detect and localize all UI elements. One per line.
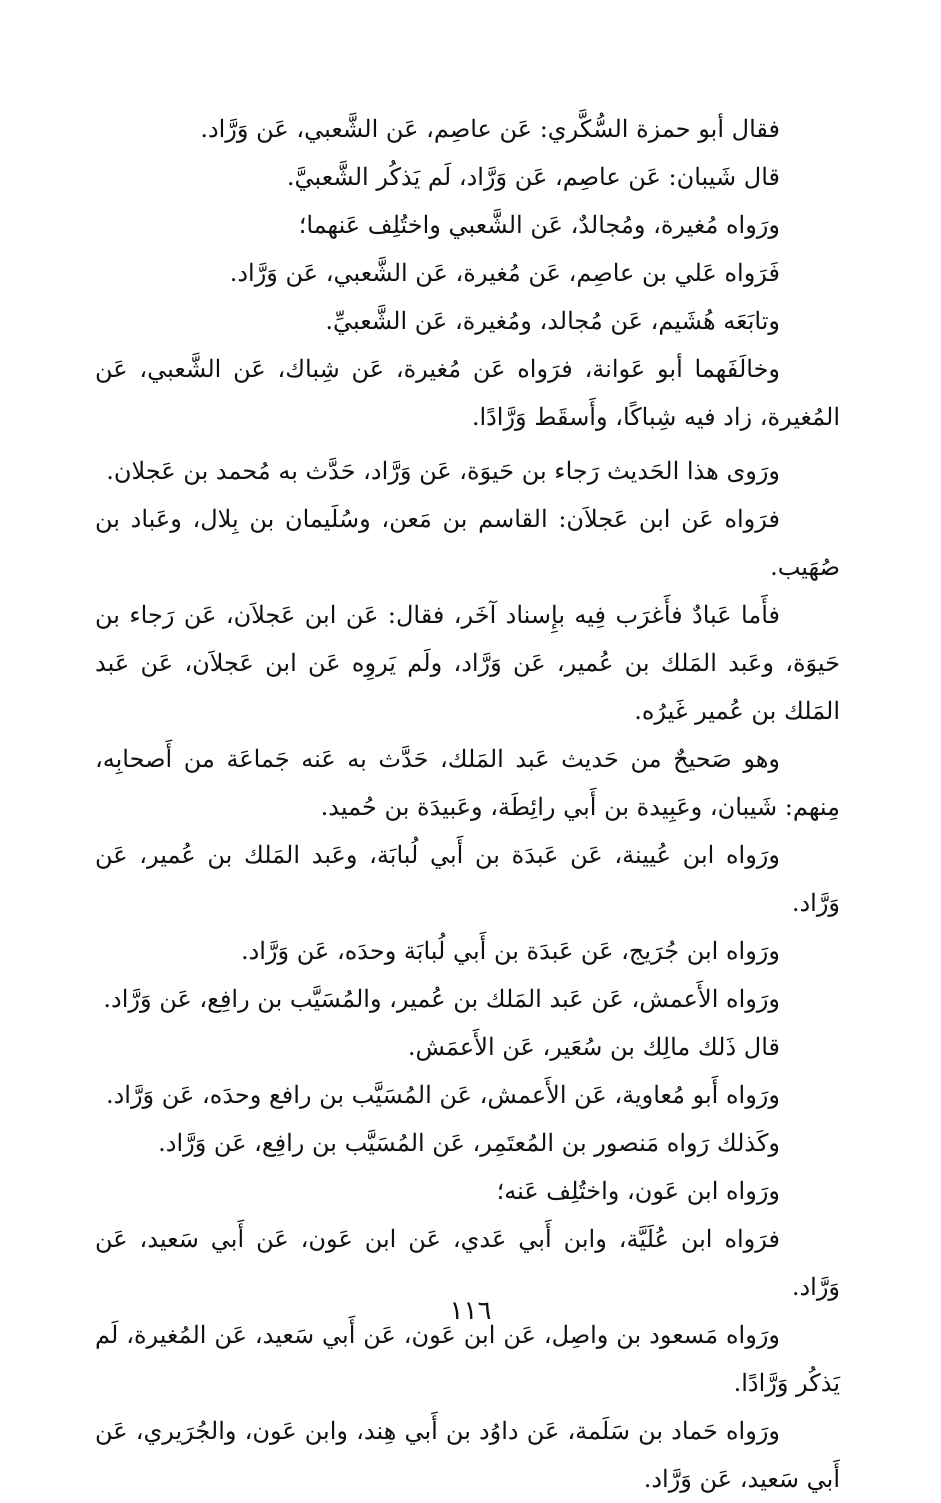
paragraph-10: وهو صَحيحٌ من حَديث عَبد المَلك، حَدَّث به عَنه جَماعَة من أَصحابِه، مِنهم: شَيبان، وعَبِيدة بن أَبي رائِطَة، وعَبيدَة بن حُميد. bbox=[95, 745, 840, 821]
paragraph-4: فَرَواه عَلي بن عاصِم، عَن مُغيرة، عَن الشَّعبي، عَن وَرَّاد. bbox=[229, 259, 780, 287]
page-number: ١١٦ bbox=[449, 1296, 492, 1326]
paragraph-11: ورَواه ابن عُيينة، عَن عَبدَة بن أَبي لُبابَة، وعَبد المَلك بن عُمير، عَن وَرَّاد. bbox=[95, 841, 840, 917]
paragraph-5: وتابَعَه هُشَيم، عَن مُجالد، ومُغيرة، عَن الشَّعبيِّ. bbox=[325, 307, 780, 335]
paragraph-15: ورَواه أَبو مُعاوية، عَن الأَعمش، عَن المُسَيَّب بن رافع وحدَه، عَن وَرَّاد. bbox=[105, 1081, 780, 1109]
page-body bbox=[95, 105, 840, 1503]
paragraph-1: فقال أبو حمزة السُّكَّري: عَن عاصِم، عَن الشَّعبي، عَن وَرَّاد. bbox=[200, 115, 780, 143]
paragraph-9: فأَما عَبادٌ فأَغرَب فِيه بإِسناد آخَر، فقال: عَن ابن عَجلاَن، عَن رَجاء بن حَيوَة، وعَبد المَلك بن عُمير، عَن وَرَّاد، ولَم يَروِه عَن ابن عَجلاَن، عَن عَبد المَلك بن عُمير غَيرُه. bbox=[95, 601, 840, 725]
paragraph-20: ورَواه حَماد بن سَلَمة، عَن داوُد بن أَبي هِند، وابن عَون، والجُرَيري، عَن أَبي سَعيد، عَن وَرَّاد. bbox=[95, 1417, 840, 1493]
paragraph-16: وكَذلك رَواه مَنصور بن المُعتَمِر، عَن المُسَيَّب بن رافِع، عَن وَرَّاد. bbox=[158, 1129, 780, 1157]
paragraph-17: ورَواه ابن عَون، واختُلِف عَنه؛ bbox=[496, 1177, 780, 1205]
paragraph-7: ورَوى هذا الحَديث رَجاء بن حَيوَة، عَن وَرَّاد، حَدَّث به مُحمد بن عَجلان. bbox=[106, 457, 780, 485]
paragraph-12: ورَواه ابن جُرَيج، عَن عَبدَة بن أَبي لُبابَة وحدَه، عَن وَرَّاد. bbox=[240, 937, 780, 965]
paragraph-6: وخالَفَهما أبو عَوانة، فرَواه عَن مُغيرة، عَن شِباك، عَن الشَّعبي، عَن المُغيرة، زاد فيه شِباكًا، وأَسقَط وَرَّادًا. bbox=[95, 355, 840, 431]
paragraph-14: قال ذَلك مالِك بن سُعَير، عَن الأَعمَش. bbox=[407, 1033, 780, 1061]
paragraph-3: ورَواه مُغيرة، ومُجالدٌ، عَن الشَّعبي واختُلِف عَنهما؛ bbox=[298, 211, 780, 239]
paragraph-8: فرَواه عَن ابن عَجلاَن: القاسم بن مَعن، وسُلَيمان بن بِلال، وعَباد بن صُهَيب. bbox=[95, 505, 840, 581]
paragraph-18: فرَواه ابن عُلَيَّة، وابن أَبي عَدي، عَن ابن عَون، عَن أَبي سَعيد، عَن وَرَّاد. bbox=[95, 1225, 840, 1301]
paragraph-13: ورَواه الأَعمش، عَن عَبد المَلك بن عُمير، والمُسَيَّب بن رافِع، عَن وَرَّاد. bbox=[103, 985, 780, 1013]
paragraph-2: قال شَيبان: عَن عاصِم، عَن وَرَّاد، لَم يَذكُر الشَّعبيَّ. bbox=[286, 163, 780, 191]
paragraph-19: ورَواه مَسعود بن واصِل، عَن ابن عَون، عَن أَبي سَعيد، عَن المُغيرة، لَم يَذكُر وَرَّادًا. bbox=[95, 1321, 840, 1397]
